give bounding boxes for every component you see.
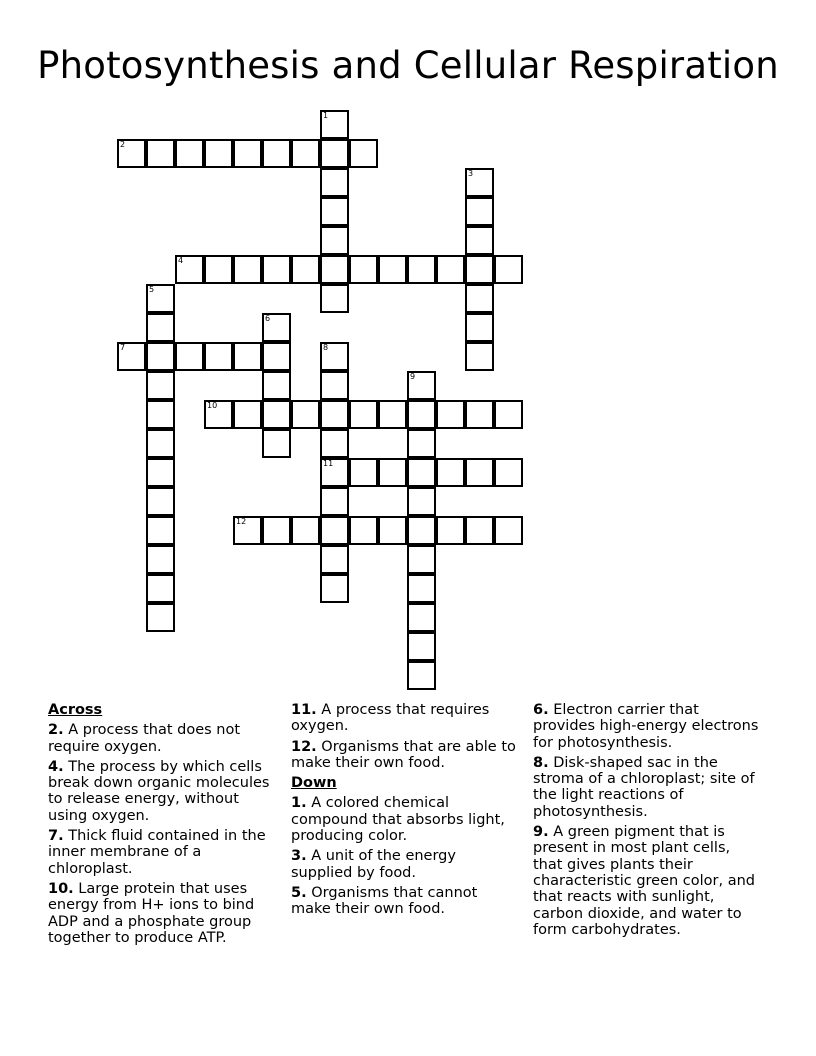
grid-cell[interactable] [146, 545, 175, 574]
grid-cell[interactable] [349, 516, 378, 545]
grid-cell[interactable] [262, 371, 291, 400]
clue-text: The process by which cells break down organic molecules to release energy, without using oxygen. [48, 758, 270, 824]
grid-cell[interactable] [204, 255, 233, 284]
grid-cell[interactable] [117, 342, 146, 371]
grid-cell[interactable] [146, 603, 175, 632]
grid-cell[interactable] [320, 400, 349, 429]
clue-text: Organisms that cannot make their own food. [291, 884, 478, 918]
clue-text: A unit of the energy supplied by food. [291, 848, 456, 881]
grid-cell[interactable] [117, 139, 146, 168]
grid-cell[interactable] [465, 342, 494, 371]
grid-cell[interactable] [349, 400, 378, 429]
grid-cell[interactable] [465, 313, 494, 342]
clue-text: A process that requires oxygen. [291, 702, 490, 735]
grid-cell[interactable] [320, 429, 349, 458]
grid-cell[interactable] [436, 255, 465, 284]
clue-text: Large protein that uses energy from H+ ions to bind ADP and a phosphate group together to produce ATP. [48, 880, 255, 946]
grid-cell[interactable] [407, 400, 436, 429]
grid-cell[interactable] [291, 516, 320, 545]
grid-cell[interactable] [494, 516, 523, 545]
across-heading: Across [48, 702, 103, 718]
cell-number: 6 [265, 314, 271, 323]
grid-cell[interactable] [175, 342, 204, 371]
grid-cell[interactable] [465, 197, 494, 226]
grid-cell[interactable] [407, 516, 436, 545]
grid-cell[interactable] [407, 661, 436, 690]
grid-cell[interactable] [436, 458, 465, 487]
clue-across-11 [291, 702, 519, 735]
clues-column-1 [48, 702, 276, 950]
grid-cell[interactable] [233, 400, 262, 429]
grid-cell[interactable] [146, 342, 175, 371]
clue-down-9 [533, 824, 761, 938]
grid-cell[interactable] [146, 458, 175, 487]
grid-cell[interactable] [494, 255, 523, 284]
cell-number: 4 [178, 256, 184, 265]
grid-cell[interactable] [146, 574, 175, 603]
clue-across-12 [291, 739, 519, 772]
grid-cell[interactable] [262, 139, 291, 168]
grid-cell[interactable] [320, 110, 349, 139]
cell-number: 10 [207, 401, 218, 410]
clue-number: 7. [48, 828, 64, 845]
grid-cell[interactable] [436, 516, 465, 545]
grid-cell[interactable] [204, 342, 233, 371]
cell-number: 7 [120, 343, 126, 352]
clue-text: Thick fluid contained in the inner membrane of a chloroplast. [48, 828, 266, 877]
grid-cell[interactable] [436, 400, 465, 429]
grid-cell[interactable] [465, 400, 494, 429]
grid-cell[interactable] [378, 400, 407, 429]
grid-cell[interactable] [320, 342, 349, 371]
cell-number: 3 [468, 169, 474, 178]
grid-cell[interactable] [465, 516, 494, 545]
clue-text: Organisms that are able to make their own food. [291, 738, 516, 771]
clue-number: 8. [533, 754, 549, 771]
grid-cell[interactable] [320, 516, 349, 545]
grid-cell[interactable] [320, 139, 349, 168]
clue-across-7 [48, 828, 276, 877]
grid-cell[interactable] [291, 139, 320, 168]
clue-across-4 [48, 759, 276, 824]
grid-cell[interactable] [407, 574, 436, 603]
grid-cell[interactable] [146, 487, 175, 516]
clue-text: A process that does not require oxygen. [48, 722, 241, 755]
puzzle-title: Photosynthesis and Cellular Respiration [37, 44, 779, 87]
cell-number: 11 [323, 459, 334, 468]
grid-cell[interactable] [349, 255, 378, 284]
down-heading: Down [291, 775, 337, 792]
grid-cell[interactable] [465, 284, 494, 313]
grid-cell[interactable] [233, 516, 262, 545]
grid-cell[interactable] [175, 139, 204, 168]
grid-cell[interactable] [233, 342, 262, 371]
clue-number: 6. [533, 702, 549, 718]
grid-cell[interactable] [320, 487, 349, 516]
cell-number: 9 [410, 372, 416, 381]
grid-cell[interactable] [465, 168, 494, 197]
grid-cell[interactable] [407, 429, 436, 458]
clues-column-3 [533, 702, 761, 942]
cell-number: 5 [149, 285, 155, 294]
grid-cell[interactable] [146, 400, 175, 429]
clue-text: A green pigment that is present in most plant cells, that gives plants their characteristic green color, and that reacts with sunlight, carbon dioxide, and water to form carbohydrates. [533, 824, 756, 938]
clue-number: 1. [291, 795, 307, 812]
grid-cell[interactable] [407, 371, 436, 400]
grid-cell[interactable] [349, 458, 378, 487]
grid-cell[interactable] [320, 197, 349, 226]
clue-text: Disk-shaped sac in the stroma of a chloroplast; site of the light reactions of photosynthesis. [533, 754, 755, 820]
grid-cell[interactable] [146, 371, 175, 400]
grid-cell[interactable] [291, 400, 320, 429]
grid-cell[interactable] [146, 516, 175, 545]
grid-cell[interactable] [204, 400, 233, 429]
clue-number: 5. [291, 884, 307, 901]
grid-cell[interactable] [291, 255, 320, 284]
clue-number: 12. [291, 738, 317, 755]
clue-number: 2. [48, 722, 64, 739]
grid-cell[interactable] [262, 400, 291, 429]
grid-cell[interactable] [262, 255, 291, 284]
grid-cell[interactable] [146, 429, 175, 458]
grid-cell[interactable] [320, 168, 349, 197]
clue-number: 9. [533, 824, 549, 841]
grid-cell[interactable] [204, 139, 233, 168]
grid-cell[interactable] [407, 632, 436, 661]
clue-number: 3. [291, 848, 307, 865]
cell-number: 1 [323, 111, 329, 120]
grid-cell[interactable] [320, 284, 349, 313]
grid-cell[interactable] [146, 284, 175, 313]
clue-number: 4. [48, 758, 64, 775]
cell-number: 2 [120, 140, 126, 149]
cell-number: 12 [236, 517, 247, 526]
grid-cell[interactable] [465, 458, 494, 487]
grid-cell[interactable] [320, 574, 349, 603]
grid-cell[interactable] [320, 371, 349, 400]
clue-text: Electron carrier that provides high-energy electrons for photosynthesis. [533, 702, 759, 751]
grid-cell[interactable] [233, 255, 262, 284]
grid-cell[interactable] [465, 226, 494, 255]
grid-cell[interactable] [465, 255, 494, 284]
grid-cell[interactable] [262, 516, 291, 545]
grid-cell[interactable] [407, 487, 436, 516]
clue-down-5 [291, 885, 519, 918]
grid-cell[interactable] [494, 458, 523, 487]
grid-cell[interactable] [407, 255, 436, 284]
grid-cell[interactable] [233, 139, 262, 168]
clue-across-2 [48, 722, 276, 755]
grid-cell[interactable] [378, 458, 407, 487]
clue-across-10 [48, 881, 276, 946]
clue-down-1 [291, 795, 519, 844]
grid-cell[interactable] [320, 545, 349, 574]
grid-cell[interactable] [320, 458, 349, 487]
grid-cell[interactable] [378, 255, 407, 284]
clues-column-2 [291, 702, 519, 922]
grid-cell[interactable] [407, 458, 436, 487]
grid-cell[interactable] [349, 139, 378, 168]
grid-cell[interactable] [146, 313, 175, 342]
grid-cell[interactable] [320, 255, 349, 284]
grid-cell[interactable] [320, 226, 349, 255]
clue-down-8 [533, 755, 761, 820]
grid-cell[interactable] [262, 429, 291, 458]
grid-cell[interactable] [407, 603, 436, 632]
grid-cell[interactable] [262, 342, 291, 371]
clue-down-6 [533, 702, 761, 751]
clue-number: 10. [48, 880, 74, 897]
clue-number: 11. [291, 702, 317, 718]
clue-down-3 [291, 848, 519, 881]
grid-cell[interactable] [262, 313, 291, 342]
grid-cell[interactable] [494, 400, 523, 429]
clue-text: A colored chemical compound that absorbs light, producing color. [291, 795, 505, 845]
grid-cell[interactable] [378, 516, 407, 545]
cell-number: 8 [323, 343, 329, 352]
grid-cell[interactable] [146, 139, 175, 168]
grid-cell[interactable] [175, 255, 204, 284]
grid-cell[interactable] [407, 545, 436, 574]
